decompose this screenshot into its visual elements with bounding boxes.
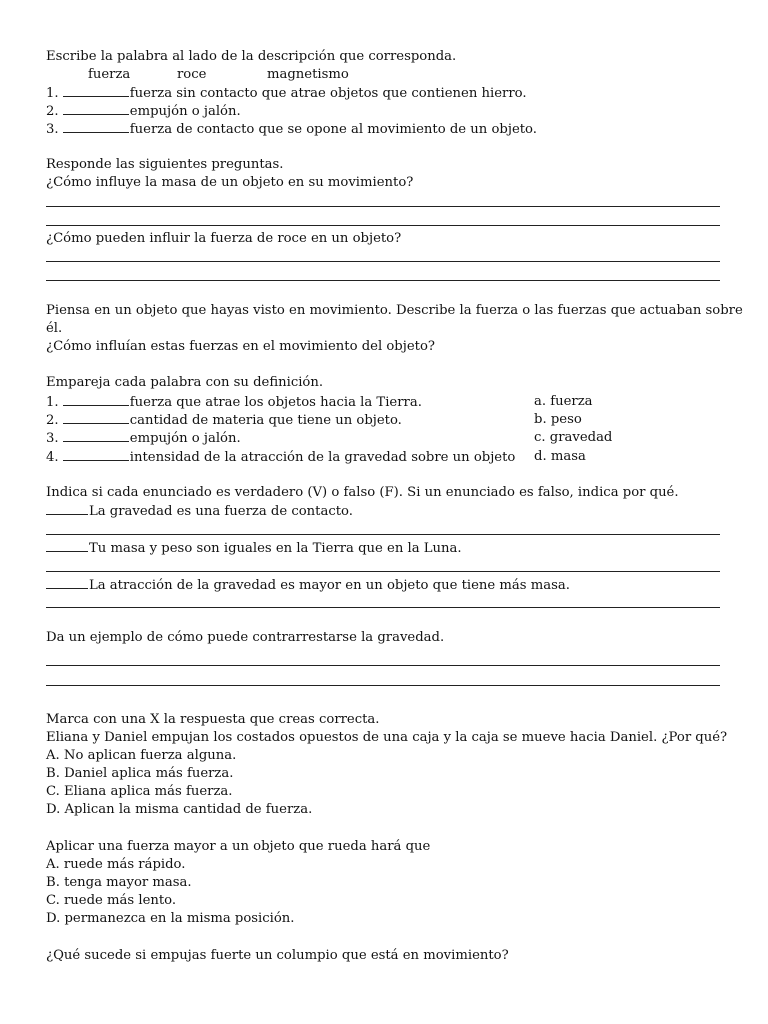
answer-line[interactable] — [46, 607, 720, 608]
choice-option[interactable]: D. permanezca en la misma posición. — [46, 911, 295, 926]
answer-line[interactable] — [46, 685, 720, 686]
word-bank-item: fuerza — [88, 67, 131, 82]
answer-blank[interactable] — [46, 576, 88, 589]
item-number: 3. — [46, 431, 59, 446]
choice-option[interactable]: B. Daniel aplica más fuerza. — [46, 766, 234, 781]
statement-text: La gravedad es una fuerza de contacto. — [89, 504, 353, 519]
item-text: fuerza sin contacto que atrae objetos que contienen hierro. — [129, 86, 527, 101]
answer-line[interactable] — [46, 261, 720, 262]
item-text: fuerza que atrae los objetos hacia la Tierra. — [129, 395, 422, 410]
item-text: empujón o jalón. — [129, 104, 241, 119]
instruction-multiple-choice: Marca con una X la respuesta que creas correcta. — [46, 712, 380, 727]
question-text: ¿Cómo influían estas fuerzas en el movimiento del objeto? — [46, 339, 435, 354]
choice-option[interactable]: D. Aplican la misma cantidad de fuerza. — [46, 802, 313, 817]
question-text: Eliana y Daniel empujan los costados opuestos de una caja y la caja se mueve hacia Daniel. ¿Por qué? — [46, 730, 728, 745]
statement-item — [46, 502, 353, 521]
prompt-text: él. — [46, 321, 63, 336]
answer-blank[interactable] — [63, 448, 129, 461]
answer-blank[interactable] — [63, 120, 129, 133]
item-text: intensidad de la atracción de la gravedad sobre un objeto — [129, 450, 516, 465]
match-item — [46, 448, 720, 467]
word-bank-item: roce — [177, 67, 207, 82]
answer-line[interactable] — [46, 225, 720, 226]
question-text: Aplicar una fuerza mayor a un objeto que rueda hará que — [46, 839, 431, 854]
answer-line[interactable] — [46, 280, 720, 281]
item-number: 2. — [46, 413, 59, 428]
answer-blank[interactable] — [63, 411, 129, 424]
item-number: 1. — [46, 395, 59, 410]
answer-blank[interactable] — [46, 502, 88, 515]
match-item — [46, 429, 720, 448]
match-option: d. masa — [534, 449, 586, 464]
prompt-text: Piensa en un objeto que hayas visto en movimiento. Describe la fuerza o las fuerzas que actuaban sobre — [46, 303, 743, 318]
answer-blank[interactable] — [63, 84, 129, 97]
match-item — [46, 393, 720, 412]
item-text: cantidad de materia que tiene un objeto. — [129, 413, 402, 428]
item-text: empujón o jalón. — [129, 431, 241, 446]
statement-text: Tu masa y peso son iguales en la Tierra que en la Luna. — [89, 541, 462, 556]
choice-option[interactable]: A. ruede más rápido. — [46, 857, 186, 872]
match-option: a. fuerza — [534, 394, 593, 409]
match-item — [46, 411, 720, 430]
statement-text: La atracción de la gravedad es mayor en un objeto que tiene más masa. — [89, 578, 570, 593]
question-item — [46, 84, 527, 103]
question-text: ¿Cómo influye la masa de un objeto en su movimiento? — [46, 175, 414, 190]
question-item — [46, 120, 537, 139]
match-option: c. gravedad — [534, 430, 613, 445]
instruction-match-definitions: Empareja cada palabra con su definición. — [46, 375, 324, 390]
word-bank-item: magnetismo — [267, 67, 349, 82]
question-text: ¿Qué sucede si empujas fuerte un columpio que está en movimiento? — [46, 948, 509, 963]
answer-line[interactable] — [46, 665, 720, 666]
item-text: fuerza de contacto que se opone al movimiento de un objeto. — [129, 122, 537, 137]
answer-line[interactable] — [46, 534, 720, 535]
instruction-answer-questions: Responde las siguientes preguntas. — [46, 157, 284, 172]
choice-option[interactable]: A. No aplican fuerza alguna. — [46, 748, 237, 763]
instruction-word-match: Escribe la palabra al lado de la descripción que corresponda. — [46, 49, 457, 64]
question-text: Da un ejemplo de cómo puede contrarrestarse la gravedad. — [46, 630, 445, 645]
answer-blank[interactable] — [63, 102, 129, 115]
choice-option[interactable]: C. ruede más lento. — [46, 893, 177, 908]
answer-blank[interactable] — [63, 429, 129, 442]
statement-item — [46, 539, 462, 558]
question-item — [46, 102, 241, 121]
question-text: ¿Cómo pueden influir la fuerza de roce en un objeto? — [46, 231, 402, 246]
item-number: 2. — [46, 104, 59, 119]
item-number: 4. — [46, 450, 59, 465]
answer-blank[interactable] — [46, 539, 88, 552]
answer-line[interactable] — [46, 206, 720, 207]
instruction-true-false: Indica si cada enunciado es verdadero (V) o falso (F). Si un enunciado es falso, indica por qué. — [46, 485, 679, 500]
match-option: b. peso — [534, 412, 582, 427]
choice-option[interactable]: C. Eliana aplica más fuerza. — [46, 784, 233, 799]
statement-item — [46, 576, 570, 595]
item-number: 1. — [46, 86, 59, 101]
item-number: 3. — [46, 122, 59, 137]
answer-line[interactable] — [46, 571, 720, 572]
choice-option[interactable]: B. tenga mayor masa. — [46, 875, 192, 890]
answer-blank[interactable] — [63, 393, 129, 406]
